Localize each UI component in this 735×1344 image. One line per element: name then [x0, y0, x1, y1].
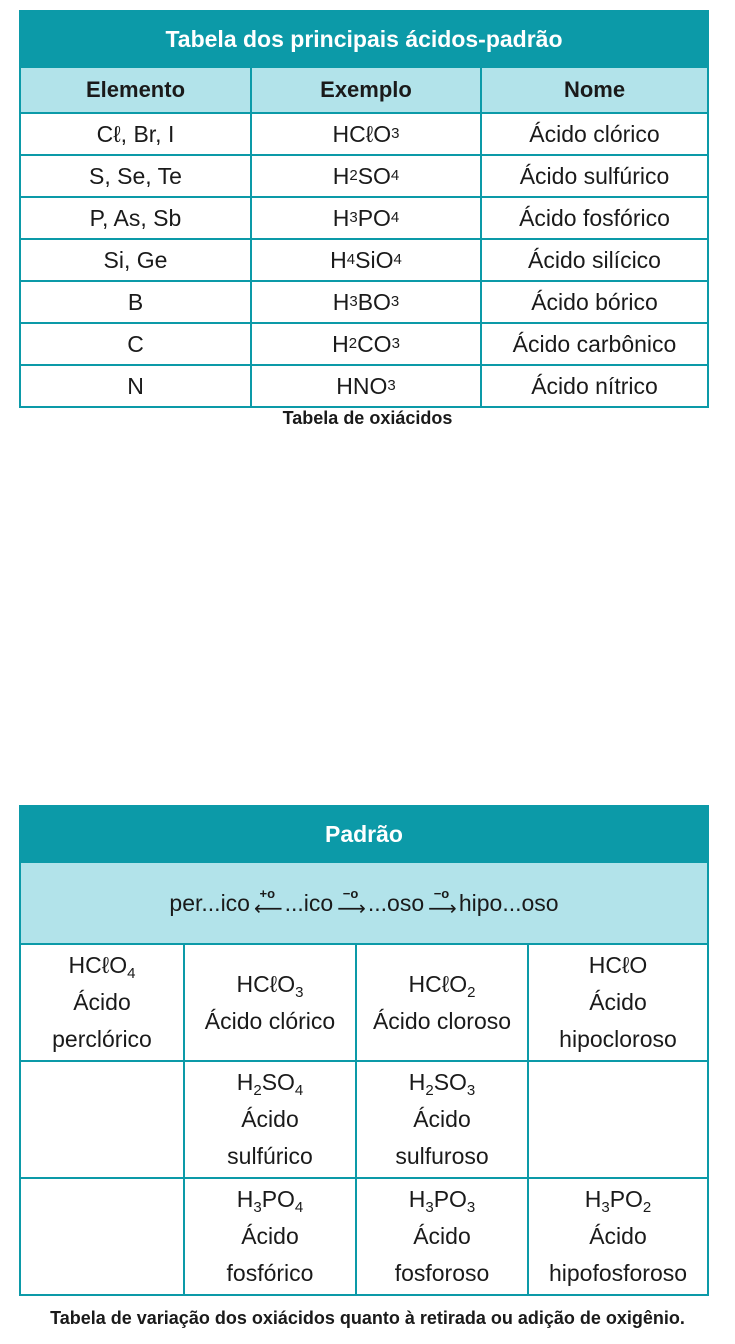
acid-name: hipocloroso — [559, 1026, 677, 1052]
right-arrow-icon: −o ⟶ — [428, 886, 455, 920]
acid-formula: HCℓO — [588, 952, 648, 978]
acid-name: perclórico — [52, 1026, 152, 1052]
acid-cell — [355, 945, 527, 1060]
elemento-cell: N — [127, 372, 144, 399]
table-title: Tabela dos principais ácidos-padrão — [21, 12, 707, 66]
acid-name: Ácido cloroso — [372, 1007, 512, 1034]
acid-cell — [21, 945, 183, 1060]
acid-cell — [21, 1179, 183, 1294]
formula-cell: H 4 SiO 4 — [250, 240, 480, 280]
acid-name: Ácido — [589, 1223, 647, 1249]
acid-name: sulfúrico — [227, 1143, 313, 1169]
table-row — [21, 238, 707, 280]
table-row — [21, 112, 707, 154]
scale-oso: ...oso — [367, 889, 425, 916]
acid-name: fosforoso — [394, 1260, 490, 1286]
acid-cell — [183, 1179, 355, 1294]
acid-name: Ácido — [73, 989, 131, 1015]
elemento-cell: Si, Ge — [103, 246, 168, 273]
table-row — [21, 280, 707, 322]
elemento-cell: Cℓ, Br, I — [96, 120, 175, 147]
formula-cell: H 3 PO 4 — [250, 198, 480, 238]
scale-per-ico: per...ico — [169, 889, 250, 916]
table-row — [21, 943, 707, 1060]
nomenclature-scale — [21, 861, 707, 943]
elemento-cell: P, As, Sb — [89, 204, 182, 231]
nome-cell: Ácido clórico — [480, 114, 707, 154]
header-nome: Nome — [480, 68, 707, 112]
acid-cell — [527, 1062, 707, 1177]
elemento-cell: S, Se, Te — [89, 162, 182, 189]
oxiacidos-table — [19, 10, 709, 408]
table-caption: Tabela de oxiácidos — [282, 408, 453, 428]
scale-ico: ...ico — [284, 889, 334, 916]
acid-formula: HCℓO$_2$ — [408, 970, 476, 1001]
acid-name: Ácido — [413, 1223, 471, 1249]
acid-formula: HCℓO$_3$ — [236, 970, 304, 1001]
nome-cell: Ácido silícico — [480, 240, 707, 280]
nome-cell: Ácido sulfúrico — [480, 156, 707, 196]
table-title: Padrão — [21, 807, 707, 861]
nome-cell: Ácido bórico — [480, 282, 707, 322]
nome-cell: Ácido nítrico — [480, 366, 707, 406]
table-row — [21, 1177, 707, 1294]
padrao-table — [19, 805, 709, 1296]
arrow-label: −o — [433, 886, 450, 901]
acid-cell — [355, 1179, 527, 1294]
table-row — [21, 196, 707, 238]
left-arrow-icon: +o ⟵ — [253, 886, 281, 920]
formula-cell: HCℓO 3 — [250, 114, 480, 154]
formula-cell: H 2 SO 4 — [250, 156, 480, 196]
table-caption: Tabela de variação dos oxiácidos quanto à retirada ou adição de oxigênio. — [50, 1308, 685, 1328]
acid-name: Ácido — [413, 1106, 471, 1132]
nome-cell: Ácido fosfórico — [480, 198, 707, 238]
acid-cell — [183, 1062, 355, 1177]
acid-name: Ácido clórico — [204, 1007, 336, 1034]
table-row — [21, 154, 707, 196]
table-header-row — [21, 66, 707, 112]
formula-cell: H 3 BO 3 — [250, 282, 480, 322]
formula-cell: H 2 CO 3 — [250, 324, 480, 364]
nome-cell: Ácido carbônico — [480, 324, 707, 364]
acid-name: Ácido — [589, 989, 647, 1015]
arrow-label: −o — [342, 886, 359, 901]
acid-cell — [21, 1062, 183, 1177]
elemento-cell: B — [127, 288, 144, 315]
table-row — [21, 322, 707, 364]
acid-name: Ácido — [241, 1223, 299, 1249]
acid-cell — [355, 1062, 527, 1177]
header-elemento: Elemento — [21, 68, 250, 112]
table-row — [21, 1060, 707, 1177]
acid-name: fosfórico — [226, 1260, 314, 1286]
right-arrow-icon: −o ⟶ — [337, 886, 364, 920]
acid-formula: $H_3PO_3$ — [408, 1186, 476, 1216]
acid-name: Ácido — [241, 1106, 299, 1132]
acid-name: sulfuroso — [395, 1143, 489, 1169]
acid-formula: $H_2SO_3$ — [408, 1069, 476, 1099]
formula-cell: HNO 3 — [250, 366, 480, 406]
acid-formula: HCℓO$_4$ — [68, 952, 136, 982]
elemento-cell: C — [127, 330, 144, 357]
header-exemplo: Exemplo — [250, 68, 480, 112]
acid-formula: $H_3PO_4$ — [236, 1186, 304, 1216]
scale-hipo-oso: hipo...oso — [458, 889, 559, 916]
acid-cell — [527, 1179, 707, 1294]
acid-formula: $H_2SO_4$ — [236, 1069, 304, 1099]
acid-formula: $H_3PO_2$ — [584, 1186, 652, 1216]
acid-cell — [183, 945, 355, 1060]
table-row — [21, 364, 707, 406]
arrow-label: +o — [259, 886, 276, 901]
acid-cell — [527, 945, 707, 1060]
acid-name: hipofosforoso — [548, 1260, 688, 1286]
